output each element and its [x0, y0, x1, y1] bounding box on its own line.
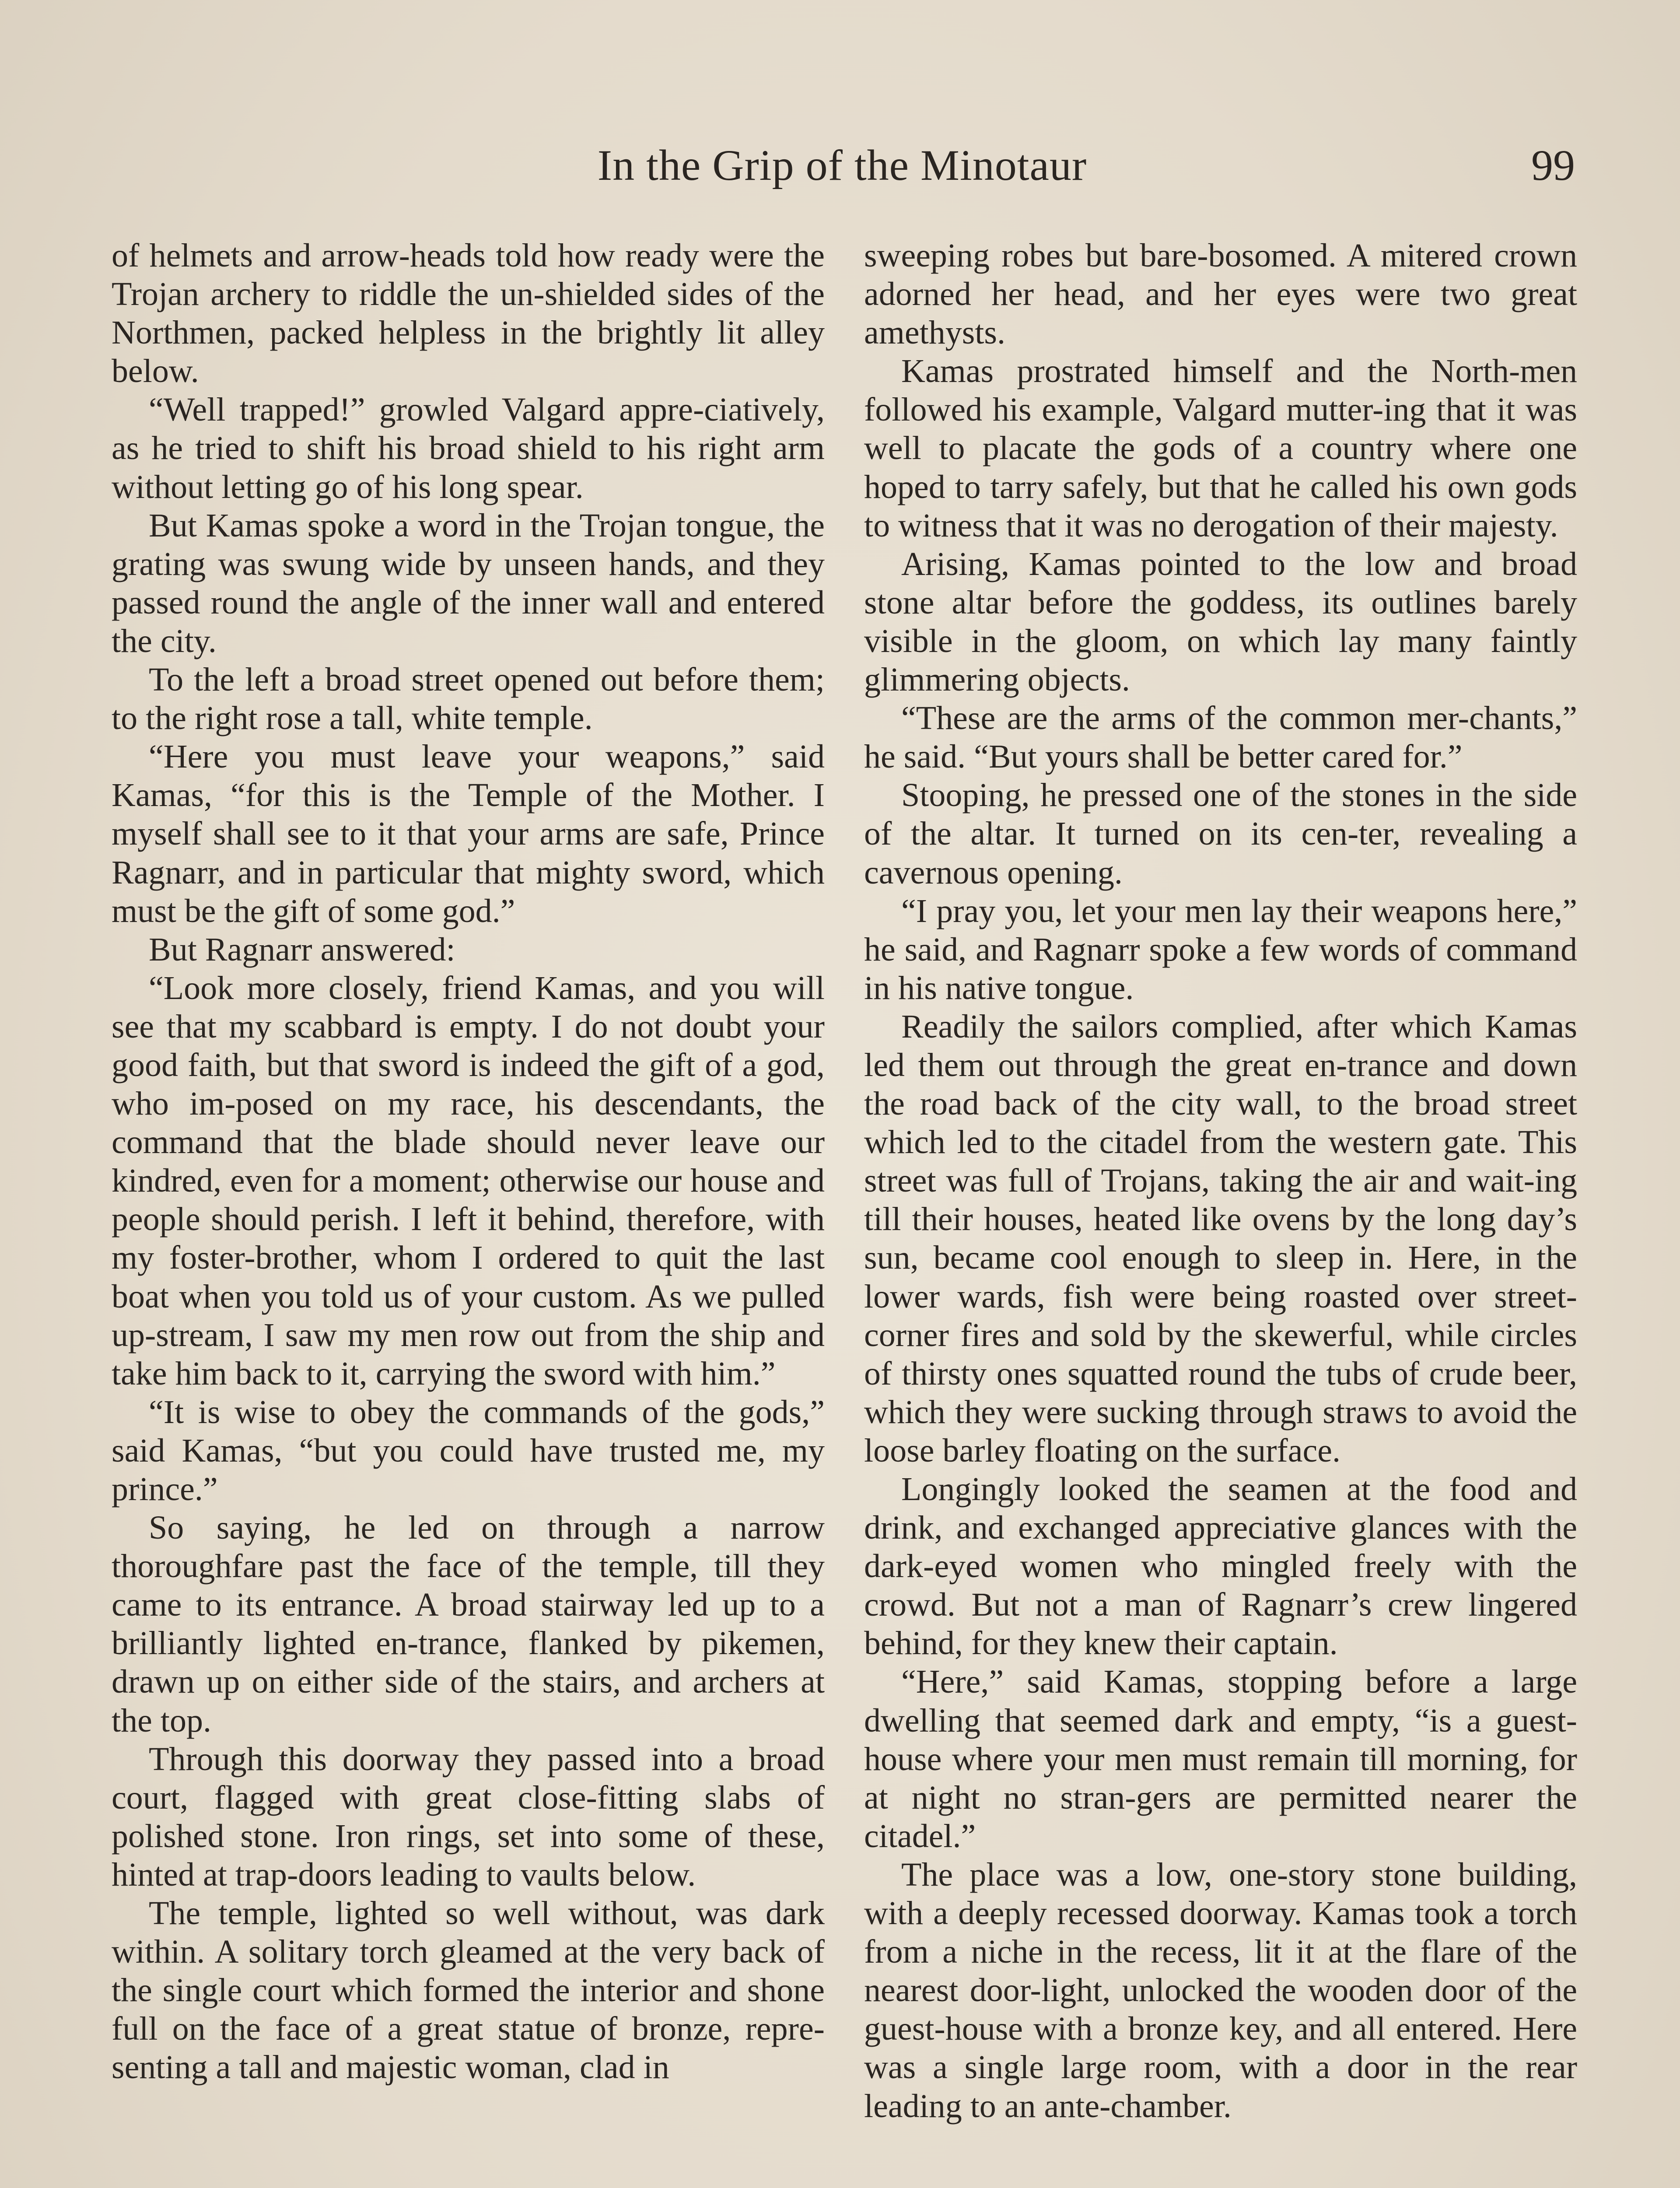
paragraph: “Well trapped!” growled Valgard appre-ciatively, as he tried to shift his broad shield to his right arm without letting go of his long spear. [112, 391, 825, 505]
page-number: 99 [1531, 141, 1575, 189]
paragraph: of helmets and arrow-heads told how ready were the Trojan archery to riddle the un-shielded sides of the Northmen, packed helpless in the brightly lit alley below. [112, 237, 825, 390]
paragraph: Kamas prostrated himself and the North-men followed his example, Valgard mutter-ing that it was well to placate the gods of a country where one hoped to tarry safely, but that he called his own gods to witness that it was no derogation of their majesty. [864, 353, 1577, 544]
paragraph: “I pray you, let your men lay their weapons here,” he said, and Ragnarr spoke a few words of command in his native tongue. [864, 892, 1577, 1006]
right-column [864, 236, 1577, 2125]
paragraph: sweeping robes but bare-bosomed. A mitered crown adorned her head, and her eyes were two great amethysts. [864, 237, 1577, 351]
paragraph: Through this doorway they passed into a broad court, flagged with great close-fitting slabs of polished stone. Iron rings, set into some of these, hinted at trap-doors leading to vaults below. [112, 1740, 825, 1893]
paragraph: But Ragnarr answered: [149, 931, 455, 968]
paragraph: “Here you must leave your weapons,” said Kamas, “for this is the Temple of the Mother. I myself shall see to it that your arms are safe, Prince Ragnarr, and in particular that mighty sword, which must be the gift of some god.” [112, 738, 825, 929]
paragraph: “Here,” said Kamas, stopping before a large dwelling that seemed dark and empty, “is a guest-house where your men must remain till morning, for at night no stran-gers are permitted nearer the citadel.” [864, 1663, 1577, 1855]
paragraph: The place was a low, one-story stone building, with a deeply recessed doorway. Kamas took a torch from a niche in the recess, lit it at the flare of the nearest door-light, unlocked the wooden door of the guest-house with a bronze key, and all entered. Here was a single large room, with a door in the rear leading to an ante-chamber. [864, 1856, 1577, 2125]
paragraph: The temple, lighted so well without, was dark within. A solitary torch gleamed at the very back of the single court which formed the interior and shone full on the face of a great statue of bronze, repre-senting a tall and majestic woman, clad in [112, 1895, 825, 2086]
page-header [109, 131, 1575, 201]
paragraph: Readily the sailors complied, after which Kamas led them out through the great en-trance and down the road back of the city wall, to the broad street which led to the citadel from the western gate. This street was full of Trojans, taking the air and wait-ing till their houses, heated like ovens by the long day’s sun, became cool enough to sleep in. Here, in the lower wards, fish were being roasted over street-corner fires and sold by the skewerful, while circles of thirsty ones squatted round the tubs of crude beer, which they were sucking through straws to avoid the loose barley floating on the surface. [864, 1008, 1577, 1469]
left-column [112, 236, 825, 2087]
paragraph: “These are the arms of the common mer-chants,” he said. “But yours shall be better cared for.” [864, 700, 1577, 775]
paragraph: “Look more closely, friend Kamas, and you will see that my scabbard is empty. I do not doubt your good faith, but that sword is indeed the gift of a god, who im-posed on my race, his descendants, the command that the blade should never leave our kindred, even for a moment; otherwise our house and people should perish. I left it behind, therefore, with my foster-brother, whom I ordered to quit the last boat when you told us of your custom. As we pulled up-stream, I saw my men row out from the ship and take him back to it, carrying the sword with him.” [112, 969, 825, 1392]
paragraph: “It is wise to obey the commands of the gods,” said Kamas, “but you could have trusted me, my prince.” [112, 1393, 825, 1508]
paragraph: Stooping, he pressed one of the stones in the side of the altar. It turned on its cen-ter, revealing a cavernous opening. [864, 777, 1577, 891]
paragraph: But Kamas spoke a word in the Trojan tongue, the grating was swung wide by unseen hands, and they passed round the angle of the inner wall and entered the city. [112, 507, 825, 659]
paragraph: Longingly looked the seamen at the food and drink, and exchanged appreciative glances with the dark-eyed women who mingled freely with the crowd. But not a man of Ragnarr’s crew lingered behind, for they knew their captain. [864, 1471, 1577, 1662]
paragraph: To the left a broad street opened out before them; to the right rose a tall, white temple. [112, 661, 825, 737]
paragraph: Arising, Kamas pointed to the low and broad stone altar before the goddess, its outlines barely visible in the gloom, on which lay many faintly glimmering objects. [864, 545, 1577, 698]
paragraph: So saying, he led on through a narrow thoroughfare past the face of the temple, till they came to its entrance. A broad stairway led up to a brilliantly lighted en-trance, flanked by pikemen, drawn up on either side of the stairs, and archers at the top. [112, 1509, 825, 1739]
running-title: In the Grip of the Minotaur [597, 141, 1087, 189]
